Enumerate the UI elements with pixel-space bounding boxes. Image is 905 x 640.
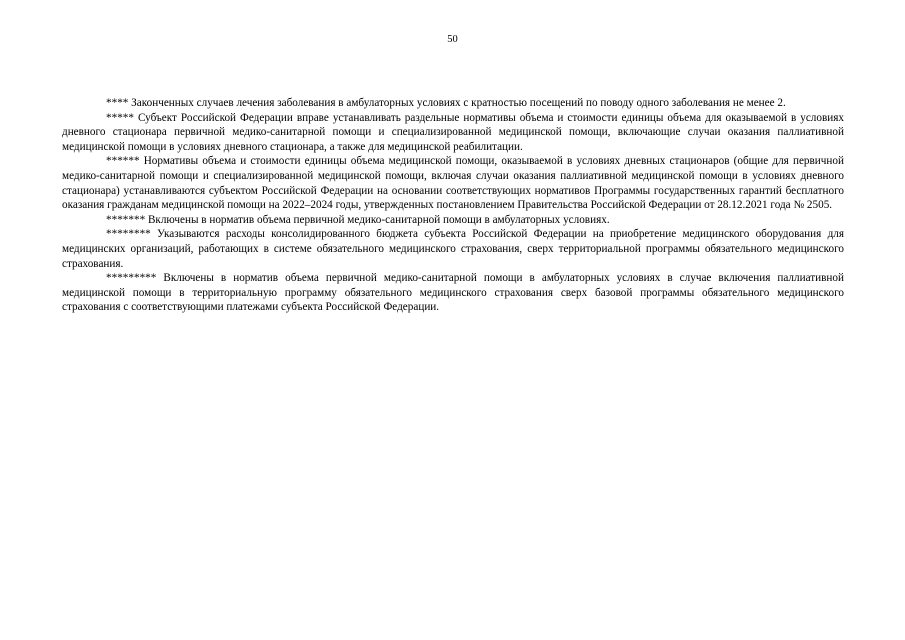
footnotes-section — [62, 96, 844, 315]
page-number: 50 — [447, 34, 458, 45]
footnote-7-stars: ******* Включены в норматив объема первичной медико-санитарной помощи в амбулаторных условиях. — [106, 213, 610, 226]
footnote-6-stars: ****** Нормативы объема и стоимости единицы объема медицинской помощи, оказываемой в условиях дневных стационаров (общие для первичной медико-санитарной помощи и специализированной медицинской помощи, включая случаи оказания паллиативной медицинской помощи в условиях дневного стационара) устанавливаются субъектом Российской Федерации на основании соответствующих нормативов Программы государственных гарантий бесплатного оказания гражданам медицинской помощи на 2022–2024 годы, утвержденных постановлением Правительства Российской Федерации от 28.12.2021 года № 2505. — [62, 155, 844, 212]
footnote-4-stars: **** Законченных случаев лечения заболевания в амбулаторных условиях с кратностью посещений по поводу одного заболевания не менее 2. — [106, 97, 786, 109]
footnote-8-stars: ******** Указываются расходы консолидированного бюджета субъекта Российской Федерации на приобретение медицинского оборудования для медицинских организаций, работающих в системе обязательного медицинского страхования, сверх территориальной программы обязательного медицинского страхования. — [62, 228, 844, 270]
footnote-9-stars: ********* Включены в норматив объема первичной медико-санитарной помощи в амбулаторных условиях в случае включения паллиативной медицинской помощи в территориальную программу обязательного медицинского страхования сверх базовой программы обязательного медицинского страхования с соответствующими платежами субъекта Российской Федерации. — [62, 272, 844, 314]
footnote-5-stars: ***** Субъект Российской Федерации вправе устанавливать раздельные нормативы объема и стоимости единицы объема для оказываемой в условиях дневного стационара первичной медико-санитарной помощи и специализированной медицинской помощи, включающие случаи оказания паллиативной медицинской помощи в условиях дневного стационара, а также для медицинской реабилитации. — [62, 111, 844, 153]
